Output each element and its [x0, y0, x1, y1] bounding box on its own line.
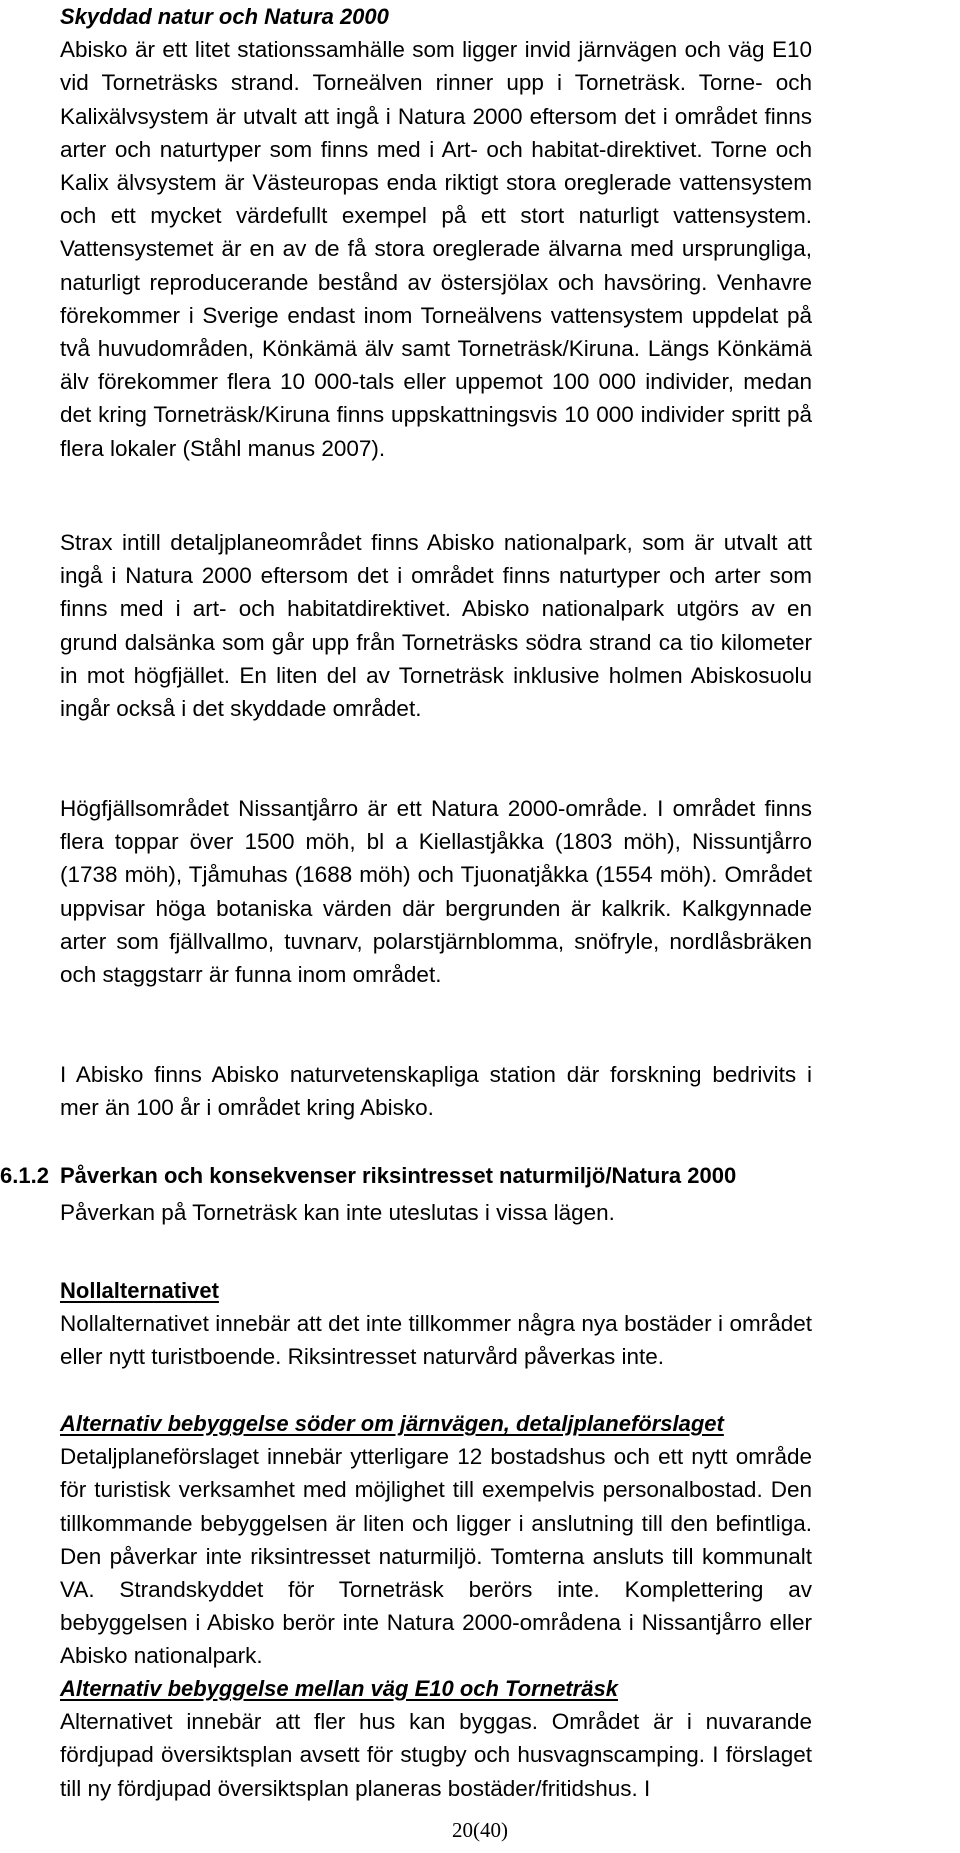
natura-paragraph-3: Högfjällsområdet Nissantjårro är ett Natura 2000-område. I området finns flera toppar över 1500 möh, bl a Kiellastjåkka (1803 möh), Nissuntjårro (1738 möh), Tjåmuhas (1688 möh) och Tjuonatjåkka (1554 möh). Området uppvisar höga botaniska värden där bergrunden är kalkrik. Kalkgynnade arter som fjällvallmo, tuvnarv, polarstjärnblomma, snöfryle, nordlåsbräken och staggstarr är funna inom området.: [60, 796, 812, 988]
section-intro: Påverkan på Torneträsk kan inte uteslutas i vissa lägen.: [60, 1200, 615, 1226]
alternative-e10-section: [60, 1672, 812, 1805]
national-park-section: [60, 526, 812, 725]
alternative-south-heading: Alternativ bebyggelse söder om järnvägen, detaljplaneförslaget: [60, 1411, 724, 1436]
alternative-e10-heading: Alternativ bebyggelse mellan väg E10 och Torneträsk: [60, 1676, 618, 1701]
alternative-south-section: [60, 1407, 812, 1673]
section-title: Påverkan och konsekvenser riksintresset naturmiljö/Natura 2000: [60, 1163, 737, 1188]
alternative-south-paragraph: Detaljplaneförslaget innebär ytterligare 12 bostadshus och ett nytt område för turistisk verksamhet med möjlighet till exempelvis personalbostad. Den tillkommande bebyggelsen är liten och ligger i anslutning till den befintliga. Den påverkar inte riksintresset naturmiljö. Tomterna ansluts till kommunalt VA. Strandskyddet för Torneträsk berörs inte. Komplettering av bebyggelsen i Abisko berör inte Natura 2000-områdena i Nissantjårro eller Abisko nationalpark.: [60, 1444, 812, 1669]
page-number: 20(40): [452, 1818, 508, 1842]
alternative-e10-paragraph: Alternativet innebär att fler hus kan byggas. Området är i nuvarande fördjupad översiktsplan avsett för stugby och husvagnscamping. I förslaget till ny fördjupad översiktsplan planeras bostäder/fritidshus. I: [60, 1709, 812, 1801]
section-6-1-2: [0, 1159, 812, 1229]
natura-paragraph-4: I Abisko finns Abisko naturvetenskapliga station där forskning bedrivits i mer än 100 år i området kring Abisko.: [60, 1062, 812, 1121]
natura-paragraph-2: Strax intill detaljplaneområdet finns Abisko nationalpark, som är utvalt att ingå i Natura 2000 eftersom det i området finns naturtyper och arter som finns med i art- och habitatdirektivet. Abisko nationalpark utgörs av en grund dalsänka som går upp från Torneträsks södra strand ca tio kilometer in mot högfjället. En liten del av Torneträsk inklusive holmen Abiskosuolu ingår också i det skyddade området.: [60, 530, 812, 722]
nollalternativet-paragraph: Nollalternativet innebär att det inte tillkommer några nya bostäder i området eller nytt turistboende. Riksintresset naturvård påverkas inte.: [60, 1311, 812, 1370]
nollalternativet-heading: Nollalternativet: [60, 1278, 219, 1303]
research-station-section: [60, 1058, 812, 1124]
nissantjarro-section: [60, 792, 812, 991]
natura-heading: Skyddad natur och Natura 2000: [60, 4, 389, 29]
nollalternativet-section: [60, 1274, 812, 1374]
section-number: 6.1.2: [0, 1163, 49, 1188]
natura-section: [60, 0, 812, 465]
natura-paragraph-1: Abisko är ett litet stationssamhälle som ligger invid järnvägen och väg E10 vid Torneträsks strand. Torneälven rinner upp i Torneträsk. Torne- och Kalixälvsystem är utvalt att ingå i Natura 2000 eftersom det i området finns arter och naturtyper som finns med i Art- och habitat-direktivet. Torne och Kalix älvsystem är Västeuropas enda riktigt stora oreglerade vattensystem och ett mycket värdefullt exempel på ett stort naturligt vattensystem. Vattensystemet är en av de få stora oreglerade älvarna med ursprungliga, naturligt reproducerande bestånd av östersjölax och havsöring. Venhavre förekommer i Sverige endast inom Torneälvens vattensystem uppdelat på två huvudområden, Könkämä älv samt Torneträsk/Kiruna. Längs Könkämä älv förekommer flera 10 000-tals eller uppemot 100 000 individer, medan det kring Torneträsk/Kiruna finns uppskattningsvis 10 000 individer spritt på flera lokaler (Ståhl manus 2007).: [60, 37, 812, 461]
